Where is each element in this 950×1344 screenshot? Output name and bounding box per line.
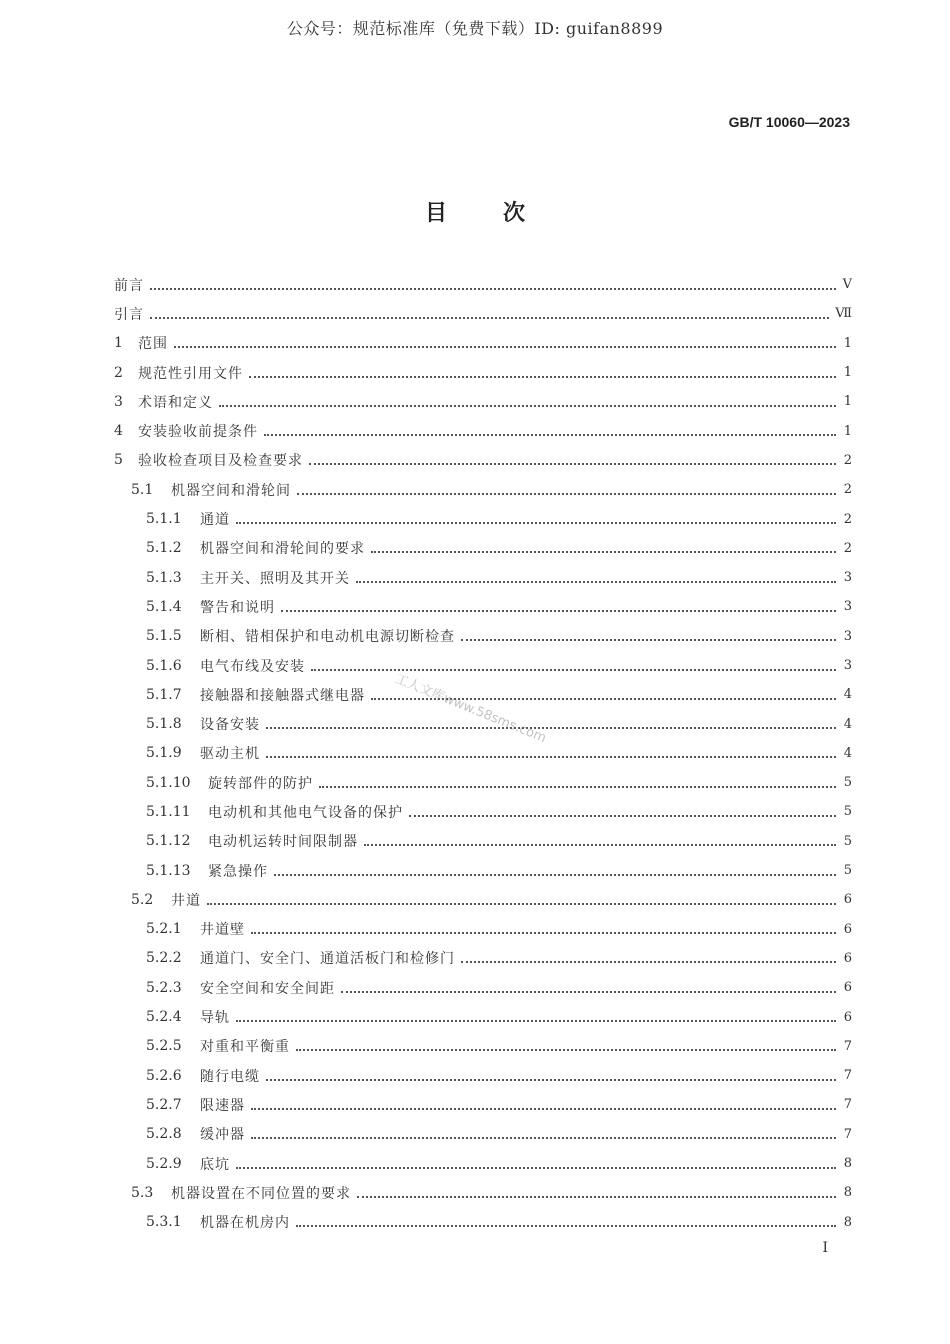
toc-dot-leader [174,332,836,348]
toc-entry-number: 5.1.6 [146,657,182,674]
toc-entry-page: 6 [843,921,852,937]
toc-entry-title: 通道 [200,512,230,529]
toc-entry-title: 井道壁 [200,922,245,939]
toc-entry[interactable] [114,1061,852,1090]
toc-entry-page: 2 [843,511,852,527]
toc-dot-leader [357,1182,836,1198]
toc-dot-leader [236,508,836,524]
toc-entry-page: 7 [843,1068,852,1084]
toc-entry-number: 5.2.4 [146,1009,182,1026]
toc-entry-number: 5 [114,452,123,469]
toc-entry-number: 4 [114,423,123,440]
toc-entry-page: 4 [843,745,852,761]
toc-entry-number: 5.2.7 [146,1096,182,1113]
toc-entry-number: 5.1.10 [146,774,191,791]
watermark: 工人文库www.58sms.com [392,671,549,747]
toc-entry-title: 导轨 [200,1010,230,1027]
toc-entry-title: 机器空间和滑轮间 [171,482,291,499]
toc-dot-leader [266,742,836,758]
toc-entry-title: 规范性引用文件 [138,365,243,382]
toc-entry-number: 1 [114,335,123,352]
toc-entry-title: 对重和平衡重 [200,1039,290,1056]
toc-entry-number: 5.2.9 [146,1155,182,1172]
toc-entry-title: 紧急操作 [208,863,268,880]
toc-dot-leader [319,772,836,788]
toc-dot-leader [296,1035,836,1051]
toc-entry[interactable] [114,1090,852,1119]
toc-entry-number: 5.1.3 [146,569,182,586]
toc-entry-page: 1 [843,335,852,351]
toc-dot-leader [251,1123,836,1139]
toc-dot-leader [281,596,836,612]
toc-entry-title: 前言 [114,277,144,294]
toc-entry[interactable] [114,446,852,475]
toc-entry-title: 机器在机房内 [200,1215,290,1232]
toc-entry-page: 7 [843,1097,852,1113]
toc-entry-page: 5 [843,833,852,849]
toc-dot-leader [219,391,836,407]
toc-entry-page: V [842,277,852,293]
toc-entry-number: 5.1.5 [146,628,182,645]
toc-entry[interactable] [114,856,852,885]
toc-entry[interactable] [114,475,852,504]
toc-entry-title: 术语和定义 [138,394,213,411]
toc-dot-leader [461,625,836,641]
toc-entry[interactable] [114,416,852,445]
toc-entry-title: 驱动主机 [200,746,260,763]
toc-entry-page: 8 [843,1185,852,1201]
toc-entry[interactable] [114,1032,852,1061]
toc-dot-leader [296,1211,836,1227]
toc-entry[interactable] [114,944,852,973]
toc-dot-leader [249,362,836,378]
toc-entry-page: 1 [843,423,852,439]
toc-entry[interactable] [114,1002,852,1031]
toc-dot-leader [341,977,836,993]
toc-entry-title: 断相、错相保护和电动机电源切断检查 [200,629,455,646]
toc-entry-page: 2 [843,482,852,498]
toc-entry-number: 5.1.11 [146,803,191,820]
toc-entry-number: 5.1.12 [146,833,191,850]
toc-entry-number: 5.1.2 [146,540,182,557]
toc-entry-page: 4 [843,716,852,732]
toc-entry-title: 范围 [138,336,168,353]
toc-entry-number: 2 [114,364,123,381]
toc-entry-page: 5 [843,863,852,879]
toc-entry-title: 缓冲器 [200,1127,245,1144]
toc-entry[interactable] [114,885,852,914]
toc-dot-leader [371,537,836,553]
toc-entry-title: 电动机运转时间限制器 [208,834,358,851]
toc-entry[interactable] [114,973,852,1002]
toc-entry[interactable] [114,299,852,328]
toc-entry-page: 6 [843,980,852,996]
toc-entry-number: 5.1.4 [146,598,182,615]
toc-entry-title: 机器设置在不同位置的要求 [171,1185,351,1202]
toc-entry[interactable] [114,1208,852,1237]
toc-entry-number: 5.2.8 [146,1126,182,1143]
toc-entry-number: 5.2.5 [146,1038,182,1055]
toc-entry-title: 随行电缆 [200,1068,260,1085]
toc-entry[interactable] [114,270,852,299]
toc-dot-leader [264,420,836,436]
toc-entry-title: 安装验收前提条件 [138,424,258,441]
toc-entry-title: 底坑 [200,1156,230,1173]
toc-dot-leader [364,830,836,846]
toc-entry-page: Ⅶ [835,306,852,322]
toc-entry-page: 7 [843,1038,852,1054]
toc-entry-page: 8 [843,1156,852,1172]
toc-entry[interactable] [114,651,852,680]
toc-entry[interactable] [114,592,852,621]
toc-entry-page: 5 [843,775,852,791]
toc-entry-page: 6 [843,892,852,908]
toc-entry-title: 限速器 [200,1097,245,1114]
download-banner: 公众号：规范标准库（免费下载）ID: guifan8899 [286,19,664,38]
toc-entry[interactable] [114,797,852,826]
toc-entry-page: 1 [843,394,852,410]
toc-entry[interactable] [114,915,852,944]
toc-entry-number: 5.2.6 [146,1067,182,1084]
toc-entry-page: 8 [843,1214,852,1230]
toc-entry-page: 6 [843,950,852,966]
toc-entry-number: 5.2.2 [146,950,182,967]
toc-entry-page: 2 [843,540,852,556]
page-number: I [822,1240,828,1256]
toc-entry-number: 5.1.8 [146,716,182,733]
toc-entry-title: 引言 [114,306,144,323]
toc-entry-title: 警告和说明 [200,599,275,616]
toc-entry-number: 5.3 [131,1184,154,1201]
toc-entry-number: 3 [114,393,123,410]
toc-entry[interactable] [114,534,852,563]
toc-entry[interactable] [114,1178,852,1207]
toc-dot-leader [251,1094,836,1110]
toc-entry[interactable] [114,504,852,533]
toc-entry[interactable] [114,768,852,797]
toc-dot-leader [309,449,836,465]
toc-entry-title: 通道门、安全门、通道活板门和检修门 [200,951,455,968]
toc-dot-leader [356,567,836,583]
toc-dot-leader [150,274,836,290]
toc-entry-number: 5.1 [131,481,154,498]
table-of-contents [114,270,852,1237]
toc-entry-page: 7 [843,1126,852,1142]
toc-entry-page: 3 [843,658,852,673]
toc-entry-page: 3 [843,570,852,586]
toc-entry[interactable] [114,622,852,651]
toc-entry-number: 5.1.7 [146,686,182,703]
toc-dot-leader [251,918,836,934]
toc-entry-title: 电气布线及安装 [200,658,305,675]
toc-entry[interactable] [114,329,852,358]
toc-entry-title: 接触器和接触器式继电器 [200,687,365,704]
toc-dot-leader [461,947,836,963]
toc-dot-leader [150,303,829,319]
toc-entry-title: 安全空间和安全间距 [200,980,335,997]
toc-entry-number: 5.1.9 [146,745,182,762]
toc-dot-leader [266,1065,836,1081]
toc-entry-page: 1 [843,365,852,381]
toc-entry-number: 5.2 [131,891,154,908]
toc-entry-title: 机器空间和滑轮间的要求 [200,541,365,558]
toc-entry-page: 3 [843,628,852,644]
toc-entry[interactable] [114,358,852,387]
toc-entry[interactable] [114,827,852,856]
toc-entry-number: 5.2.3 [146,979,182,996]
toc-entry-page: 2 [843,452,852,468]
toc-entry[interactable] [114,739,852,768]
toc-dot-leader [236,1153,836,1169]
standard-code: GB/T 10060—2023 [728,114,850,130]
toc-entry-page: 4 [843,687,852,703]
toc-entry[interactable] [114,563,852,592]
toc-entry[interactable] [114,387,852,416]
toc-dot-leader [311,655,836,671]
toc-dot-leader [297,479,836,495]
toc-entry-number: 5.1.1 [146,511,182,528]
toc-entry-title: 旋转部件的防护 [208,775,313,792]
toc-entry-title: 验收检查项目及检查要求 [138,453,303,470]
toc-entry[interactable] [114,1120,852,1149]
toc-entry-title: 主开关、照明及其开关 [200,570,350,587]
toc-entry-title: 电动机和其他电气设备的保护 [208,804,403,821]
toc-entry-page: 5 [843,804,852,820]
toc-entry-page: 3 [843,599,852,615]
toc-entry-number: 5.3.1 [146,1214,182,1231]
toc-entry-number: 5.2.1 [146,921,182,938]
toc-entry-number: 5.1.13 [146,862,191,879]
toc-dot-leader [236,1006,836,1022]
toc-dot-leader [409,801,836,817]
toc-dot-leader [207,889,836,905]
toc-entry[interactable] [114,1149,852,1178]
toc-heading: 目次 [424,200,581,226]
toc-entry-title: 井道 [171,892,201,909]
toc-dot-leader [274,860,836,876]
toc-entry-page: 6 [843,1009,852,1025]
toc-dot-leader [266,713,836,729]
toc-entry-title: 设备安装 [200,717,260,734]
